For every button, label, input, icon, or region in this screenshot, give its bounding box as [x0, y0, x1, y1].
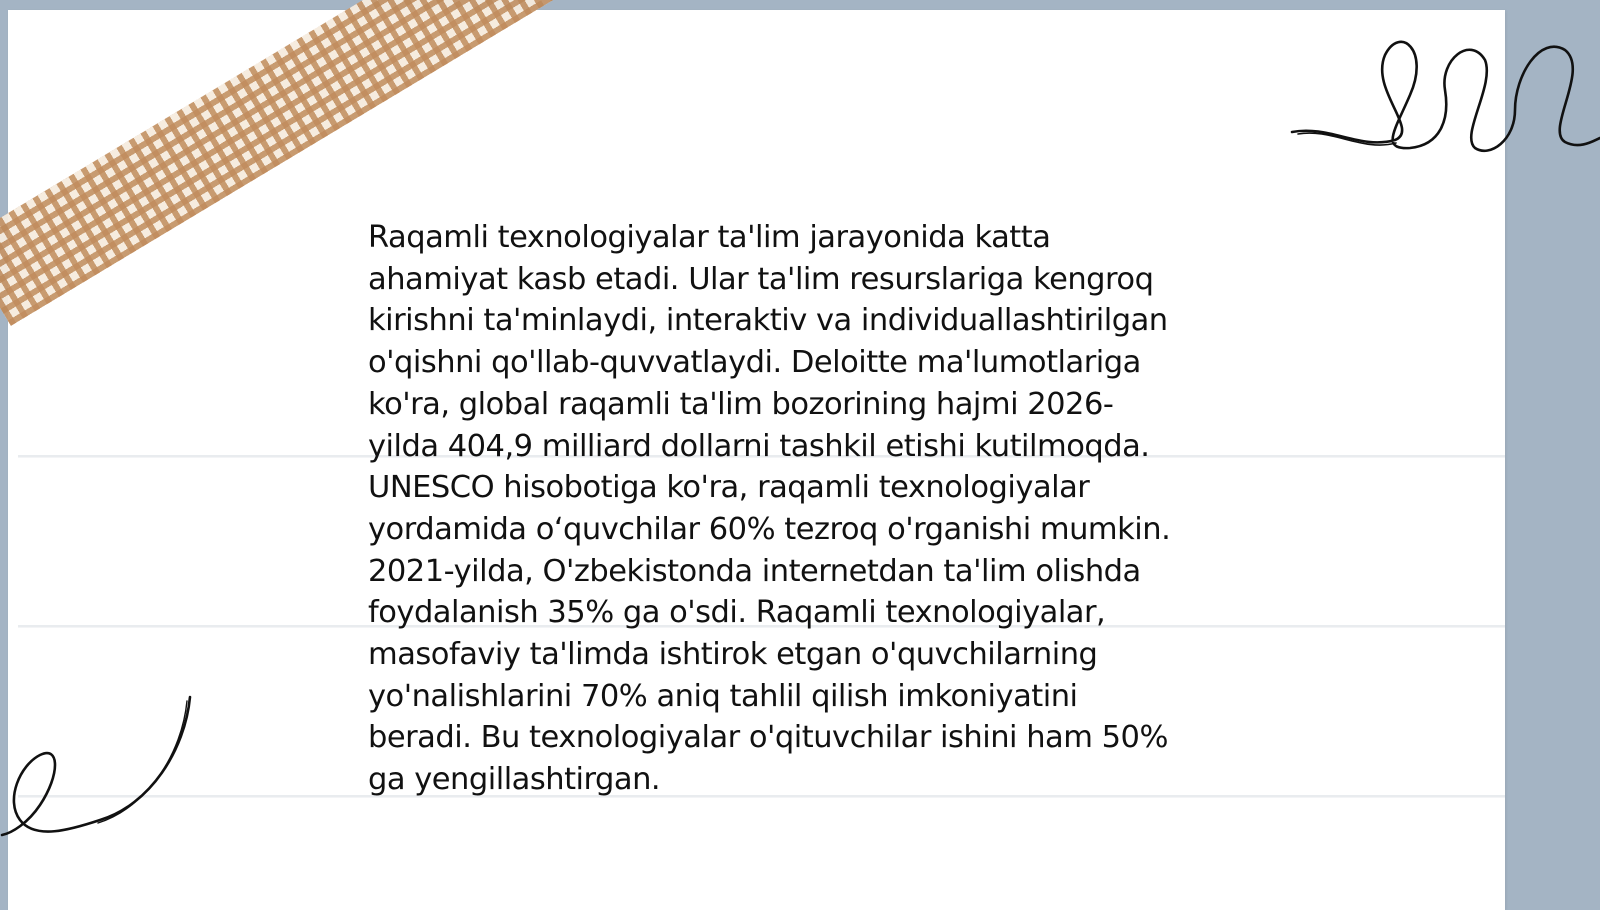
paragraph-line: kirishni ta'minlaydi, interaktiv va individuallashtirilgan — [368, 303, 1168, 339]
paragraph-line: yo'nalishlarini 70% aniq tahlil qilish imkoniyatini — [368, 678, 1078, 714]
paragraph-line: ahamiyat kasb etadi. Ular ta'lim resurslariga kengroq — [368, 261, 1154, 297]
paragraph-line: foydalanish 35% ga o'sdi. Raqamli texnologiyalar, — [368, 595, 1106, 631]
swirl-doodle-icon — [0, 695, 205, 845]
loop-doodle-icon — [1290, 30, 1600, 165]
body-paragraph — [368, 217, 1268, 801]
paragraph-line: yilda 404,9 milliard dollarni tashkil etishi kutilmoqda. — [368, 428, 1150, 464]
paragraph-line: o'qishni qo'llab-quvvatlaydi. Deloitte ma'lumotlariga — [368, 345, 1141, 381]
paragraph-line: yordamida o‘quvchilar 60% tezroq o'rganishi mumkin. — [368, 511, 1171, 547]
paragraph-line: beradi. Bu texnologiyalar o'qituvchilar ishini ham 50% — [368, 720, 1168, 756]
paragraph-line: 2021-yilda, O'zbekistonda internetdan ta'lim olishda — [368, 553, 1141, 589]
paragraph-line: ko'ra, global raqamli ta'lim bozorining hajmi 2026- — [368, 386, 1114, 422]
paragraph-line: ga yengillashtirgan. — [368, 762, 661, 798]
paragraph-line: masofaviy ta'limda ishtirok etgan o'quvchilarning — [368, 637, 1098, 673]
paragraph-line: Raqamli texnologiyalar ta'lim jarayonida katta — [368, 220, 1051, 255]
paragraph-line: UNESCO hisobotiga ko'ra, raqamli texnologiyalar — [368, 470, 1090, 506]
